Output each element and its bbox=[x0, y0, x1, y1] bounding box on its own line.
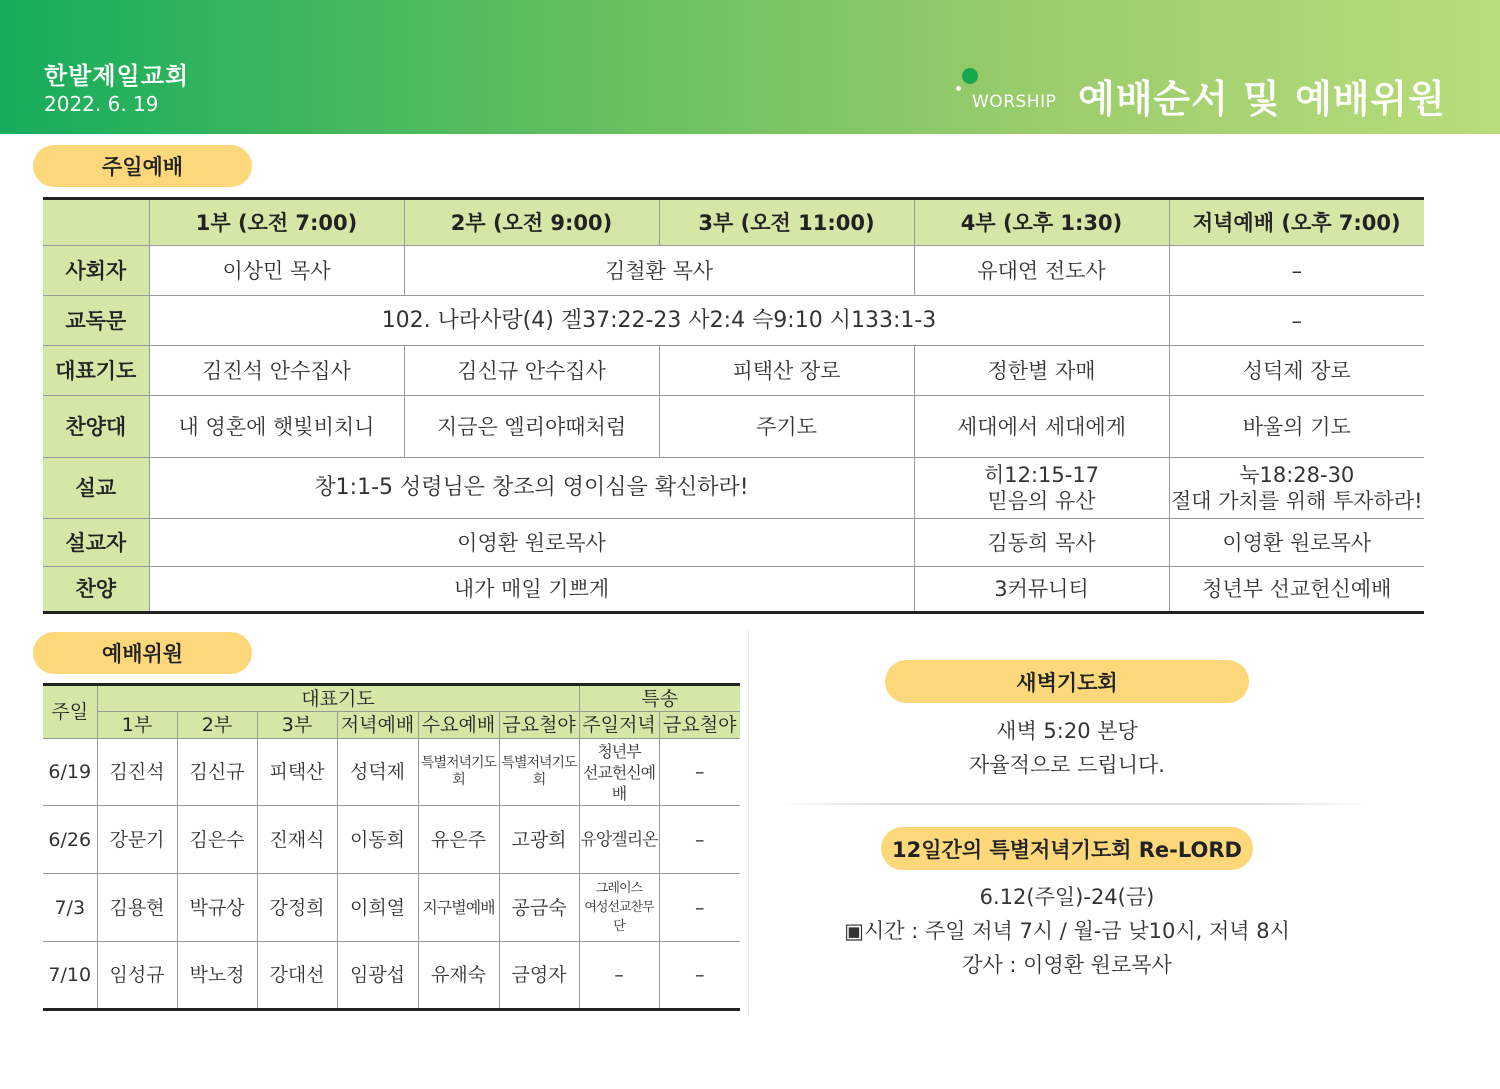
cell-line: 여성선교찬무단 bbox=[584, 900, 654, 934]
dawn-prayer-note: 자율적으로 드립니다. bbox=[969, 753, 1165, 777]
table-cell: 유재숙 bbox=[418, 942, 499, 1010]
cell-line: 선교헌신예배 bbox=[582, 762, 656, 803]
table-cell: 김진석 안수집사 bbox=[149, 346, 404, 396]
row-label: 설교자 bbox=[43, 519, 149, 567]
corner-cell bbox=[43, 199, 149, 246]
header-banner bbox=[0, 0, 1500, 134]
table-row bbox=[43, 346, 1424, 396]
column-header: 수요예배 bbox=[418, 712, 499, 739]
table-cell: – bbox=[659, 739, 740, 806]
table-cell bbox=[914, 458, 1169, 519]
cell-line: 그레이스 bbox=[595, 881, 643, 896]
table-cell: 박규상 bbox=[177, 874, 257, 942]
table-cell: 내가 매일 기쁘게 bbox=[149, 567, 914, 613]
cell-line: 청년부 bbox=[597, 741, 641, 761]
dawn-prayer-info bbox=[900, 714, 1234, 782]
table-cell: 김용현 bbox=[97, 874, 177, 942]
horizontal-divider bbox=[780, 803, 1370, 805]
table-cell: 내 영혼에 햇빛비치니 bbox=[149, 396, 404, 458]
table-cell: 유은주 bbox=[418, 806, 499, 874]
column-header: 주일저녁 bbox=[579, 712, 659, 739]
section-small-label: WORSHIP bbox=[972, 92, 1057, 112]
table-row bbox=[43, 739, 740, 806]
table-cell: 김신규 bbox=[177, 739, 257, 806]
table-cell: – bbox=[659, 942, 740, 1010]
row-label: 교독문 bbox=[43, 296, 149, 346]
table-cell: 성덕제 bbox=[337, 739, 418, 806]
date-cell: 7/3 bbox=[43, 874, 97, 942]
section-title: 예배순서 및 예배위원 bbox=[1078, 77, 1446, 121]
column-header: 금요철야 bbox=[499, 712, 579, 739]
sunday-worship-table bbox=[43, 197, 1424, 614]
table-cell bbox=[579, 739, 659, 806]
table-cell: 임성규 bbox=[97, 942, 177, 1010]
table-cell: 강대선 bbox=[257, 942, 337, 1010]
table-cell: 피택산 장로 bbox=[659, 346, 914, 396]
column-header: 1부 (오전 7:00) bbox=[149, 199, 404, 246]
table-row bbox=[43, 519, 1424, 567]
table-row bbox=[43, 296, 1424, 346]
table-row bbox=[43, 942, 740, 1010]
table-cell: 김진석 bbox=[97, 739, 177, 806]
table-cell: 김은수 bbox=[177, 806, 257, 874]
table-row bbox=[43, 567, 1424, 613]
column-header: 3부 (오전 11:00) bbox=[659, 199, 914, 246]
date-cell: 7/10 bbox=[43, 942, 97, 1010]
table-cell: 성덕제 장로 bbox=[1169, 346, 1424, 396]
table-cell: 102. 나라사랑(4) 겔37:22-23 사2:4 슥9:10 시133:1-3 bbox=[149, 296, 1169, 346]
table-cell: 임광섭 bbox=[337, 942, 418, 1010]
table-cell: 정한별 자매 bbox=[914, 346, 1169, 396]
row-label: 찬양대 bbox=[43, 396, 149, 458]
column-header: 금요철야 bbox=[659, 712, 740, 739]
committee-label: 예배위원 bbox=[33, 632, 252, 674]
column-header: 저녁예배 (오후 7:00) bbox=[1169, 199, 1424, 246]
table-row bbox=[43, 246, 1424, 296]
column-header: 2부 bbox=[177, 712, 257, 739]
table-row bbox=[43, 396, 1424, 458]
row-label: 사회자 bbox=[43, 246, 149, 296]
committee-table bbox=[43, 683, 740, 1011]
table-cell: 주기도 bbox=[659, 396, 914, 458]
table-row bbox=[43, 874, 740, 942]
table-cell: – bbox=[1169, 246, 1424, 296]
column-header: 저녁예배 bbox=[337, 712, 418, 739]
table-cell: 이희열 bbox=[337, 874, 418, 942]
table-cell: – bbox=[579, 942, 659, 1010]
table-cell: 특별저녁기도회 bbox=[418, 739, 499, 806]
special-prayer-speaker: 강사 : 이영환 원로목사 bbox=[962, 953, 1172, 977]
group-header-row bbox=[43, 685, 740, 712]
church-name: 한밭제일교회 bbox=[44, 62, 190, 90]
table-cell: 김신규 안수집사 bbox=[404, 346, 659, 396]
table-cell: 유대연 전도사 bbox=[914, 246, 1169, 296]
table-cell: 지금은 엘리야때처럼 bbox=[404, 396, 659, 458]
sermon-title: 절대 가치를 위해 투자하라! bbox=[1170, 489, 1423, 513]
column-header-row bbox=[43, 712, 740, 739]
sermon-scripture: 히12:15-17 bbox=[983, 463, 1100, 487]
table-cell: 창1:1-5 성령님은 창조의 영이심을 확신하라! bbox=[149, 458, 914, 519]
table-cell: 박노정 bbox=[177, 942, 257, 1010]
dot-icon bbox=[962, 68, 978, 84]
column-header: 3부 bbox=[257, 712, 337, 739]
table-cell: 이영환 원로목사 bbox=[149, 519, 914, 567]
table-row bbox=[43, 806, 740, 874]
table-cell bbox=[1169, 458, 1424, 519]
column-header: 1부 bbox=[97, 712, 177, 739]
table-cell: 강정희 bbox=[257, 874, 337, 942]
table-cell: 청년부 선교헌신예배 bbox=[1169, 567, 1424, 613]
row-label: 찬양 bbox=[43, 567, 149, 613]
dawn-prayer-label: 새벽기도회 bbox=[885, 660, 1249, 703]
table-cell: – bbox=[659, 874, 740, 942]
table-cell: 피택산 bbox=[257, 739, 337, 806]
table-cell: 이동희 bbox=[337, 806, 418, 874]
small-dot-icon bbox=[956, 86, 961, 91]
table-cell: 금영자 bbox=[499, 942, 579, 1010]
table-cell: 김철환 목사 bbox=[404, 246, 914, 296]
row-label: 대표기도 bbox=[43, 346, 149, 396]
date-header: 주일 bbox=[43, 685, 97, 739]
dawn-prayer-time: 새벽 5:20 본당 bbox=[996, 719, 1138, 743]
special-prayer-times: ▣시간 : 주일 저녁 7시 / 월-금 낮10시, 저녁 8시 bbox=[844, 919, 1290, 943]
table-cell: 이영환 원로목사 bbox=[1169, 519, 1424, 567]
sermon-title: 믿음의 유산 bbox=[987, 489, 1096, 513]
bulletin-date: 2022. 6. 19 bbox=[44, 92, 159, 116]
prayer-group-header: 대표기도 bbox=[97, 685, 579, 712]
table-cell: 특별저녁기도회 bbox=[499, 739, 579, 806]
special-prayer-label: 12일간의 특별저녁기도회 Re-LORD bbox=[881, 827, 1253, 870]
sermon-scripture: 눅18:28-30 bbox=[1239, 463, 1355, 487]
special-prayer-info bbox=[820, 880, 1314, 982]
table-cell: 유앙겔리온 bbox=[579, 806, 659, 874]
table-cell: 이상민 목사 bbox=[149, 246, 404, 296]
table-cell: 3커뮤니티 bbox=[914, 567, 1169, 613]
row-label: 설교 bbox=[43, 458, 149, 519]
table-cell bbox=[579, 874, 659, 942]
sunday-worship-label: 주일예배 bbox=[33, 145, 252, 187]
special-prayer-dates: 6.12(주일)-24(금) bbox=[979, 885, 1155, 909]
table-cell: 바울의 기도 bbox=[1169, 396, 1424, 458]
vertical-divider bbox=[748, 630, 749, 1015]
special-group-header: 특송 bbox=[579, 685, 740, 712]
table-row bbox=[43, 458, 1424, 519]
table-cell: 고광희 bbox=[499, 806, 579, 874]
table-cell: 김동희 목사 bbox=[914, 519, 1169, 567]
date-cell: 6/26 bbox=[43, 806, 97, 874]
date-cell: 6/19 bbox=[43, 739, 97, 806]
table-header-row bbox=[43, 199, 1424, 246]
table-cell: 지구별예배 bbox=[418, 874, 499, 942]
table-cell: 진재식 bbox=[257, 806, 337, 874]
table-cell: – bbox=[659, 806, 740, 874]
table-cell: – bbox=[1169, 296, 1424, 346]
table-cell: 공금숙 bbox=[499, 874, 579, 942]
column-header: 4부 (오후 1:30) bbox=[914, 199, 1169, 246]
column-header: 2부 (오전 9:00) bbox=[404, 199, 659, 246]
table-cell: 강문기 bbox=[97, 806, 177, 874]
table-cell: 세대에서 세대에게 bbox=[914, 396, 1169, 458]
